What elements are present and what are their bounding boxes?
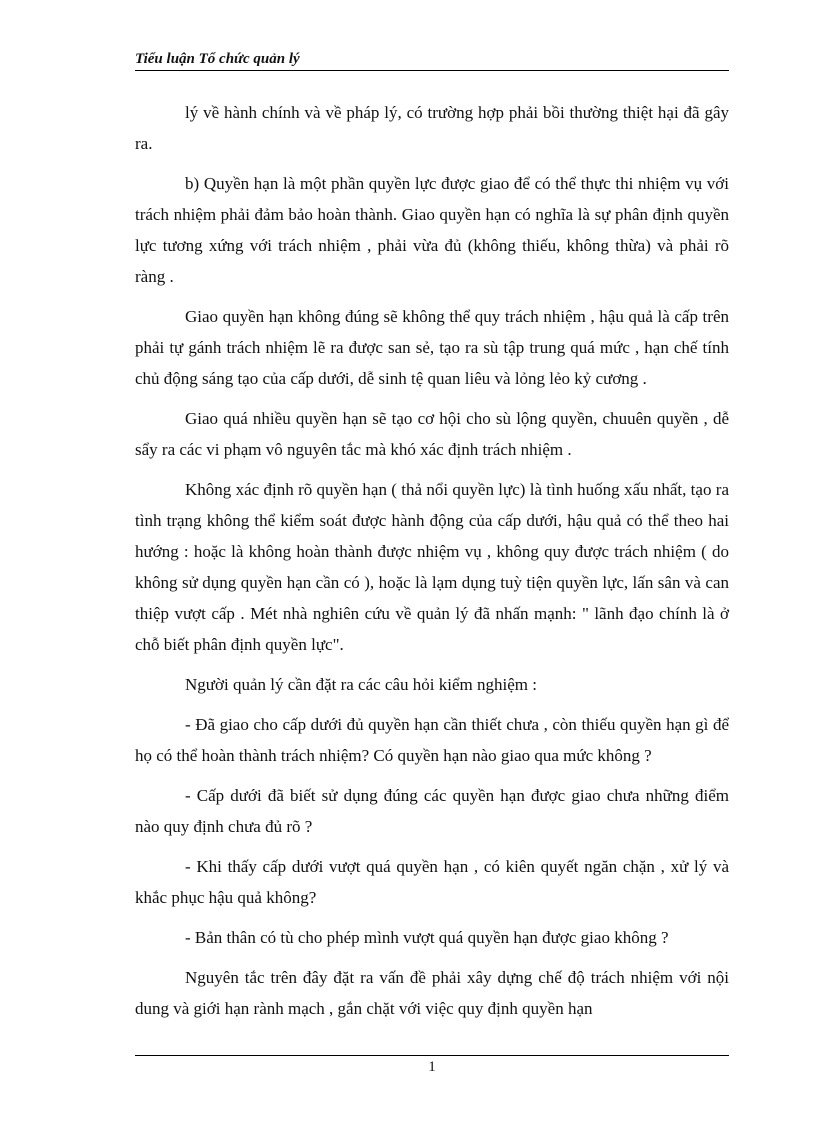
paragraph: Giao quá nhiều quyền hạn sẽ tạo cơ hội cho sù lộng quyền, chuuên quyền , dễ sẩy ra các vi phạm vô nguyên tắc mà khó xác định trách nhiệm . xyxy=(135,409,729,459)
paragraph: Không xác định rõ quyền hạn ( thả nổi quyền lực) là tình huống xấu nhất, tạo ra tình trạng không thể kiểm soát được hành động của cấp dưới, hậu quả có thể theo hai hướng : hoặc là không hoàn thành được nhiệm vụ , không quy được trách nhiệm ( do không sử dụng quyền hạn cần có ), hoặc là lạm dụng tuỳ tiện quyền lực, lấn sân và can thiệp vượt cấp . Mét nhà nghiên cứu về quản lý đã nhấn mạnh: " lãnh đạo chính là ở chỗ biết phân định quyền lực". xyxy=(135,480,729,654)
page-number: 1 xyxy=(428,1059,436,1075)
bullet-question: - Khi thấy cấp dưới vượt quá quyền hạn , có kiên quyết ngăn chặn , xử lý và khắc phục hậu quả không? xyxy=(135,857,729,907)
footer-divider xyxy=(135,1055,729,1056)
paragraph: lý về hành chính và về pháp lý, có trường hợp phải bồi thường thiệt hại đã gây ra. xyxy=(135,103,729,153)
bullet-question: - Cấp dưới đã biết sử dụng đúng các quyền hạn được giao chưa những điểm nào quy định chưa đủ rõ ? xyxy=(135,786,729,836)
paragraph: Nguyên tắc trên đây đặt ra vấn đề phải xây dựng chế độ trách nhiệm với nội dung và giới hạn rành mạch , gắn chặt với việc quy định quyền hạn xyxy=(135,968,729,1018)
paragraph: Giao quyền hạn không đúng sẽ không thể quy trách nhiệm , hậu quả là cấp trên phải tự gánh trách nhiệm lẽ ra được san sẻ, tạo ra sù tập trung quá mức , hạn chế tính chủ động sáng tạo của cấp dưới, dễ sinh tệ quan liêu và lỏng lẻo kỷ cương . xyxy=(135,307,729,388)
paragraph: b) Quyền hạn là một phần quyền lực được giao để có thể thực thi nhiệm vụ với trách nhiệm phải đảm bảo hoàn thành. Giao quyền hạn có nghĩa là sự phân định quyền lực tương xứng với trách nhiệm , phải vừa đủ (không thiếu, không thừa) và phải rõ ràng . xyxy=(135,174,729,286)
bullet-question: - Đã giao cho cấp dưới đủ quyền hạn cần thiết chưa , còn thiếu quyền hạn gì để họ có thể hoàn thành trách nhiệm? Có quyền hạn nào giao qua mức không ? xyxy=(135,715,729,765)
document-body xyxy=(135,97,729,1033)
header-title: Tiểu luận Tổ chức quản lý xyxy=(135,51,300,67)
bullet-question: - Bản thân có tù cho phép mình vượt quá quyền hạn được giao không ? xyxy=(185,928,669,947)
page-header xyxy=(135,50,729,71)
paragraph: Người quản lý cần đặt ra các câu hỏi kiểm nghiệm : xyxy=(185,675,537,694)
